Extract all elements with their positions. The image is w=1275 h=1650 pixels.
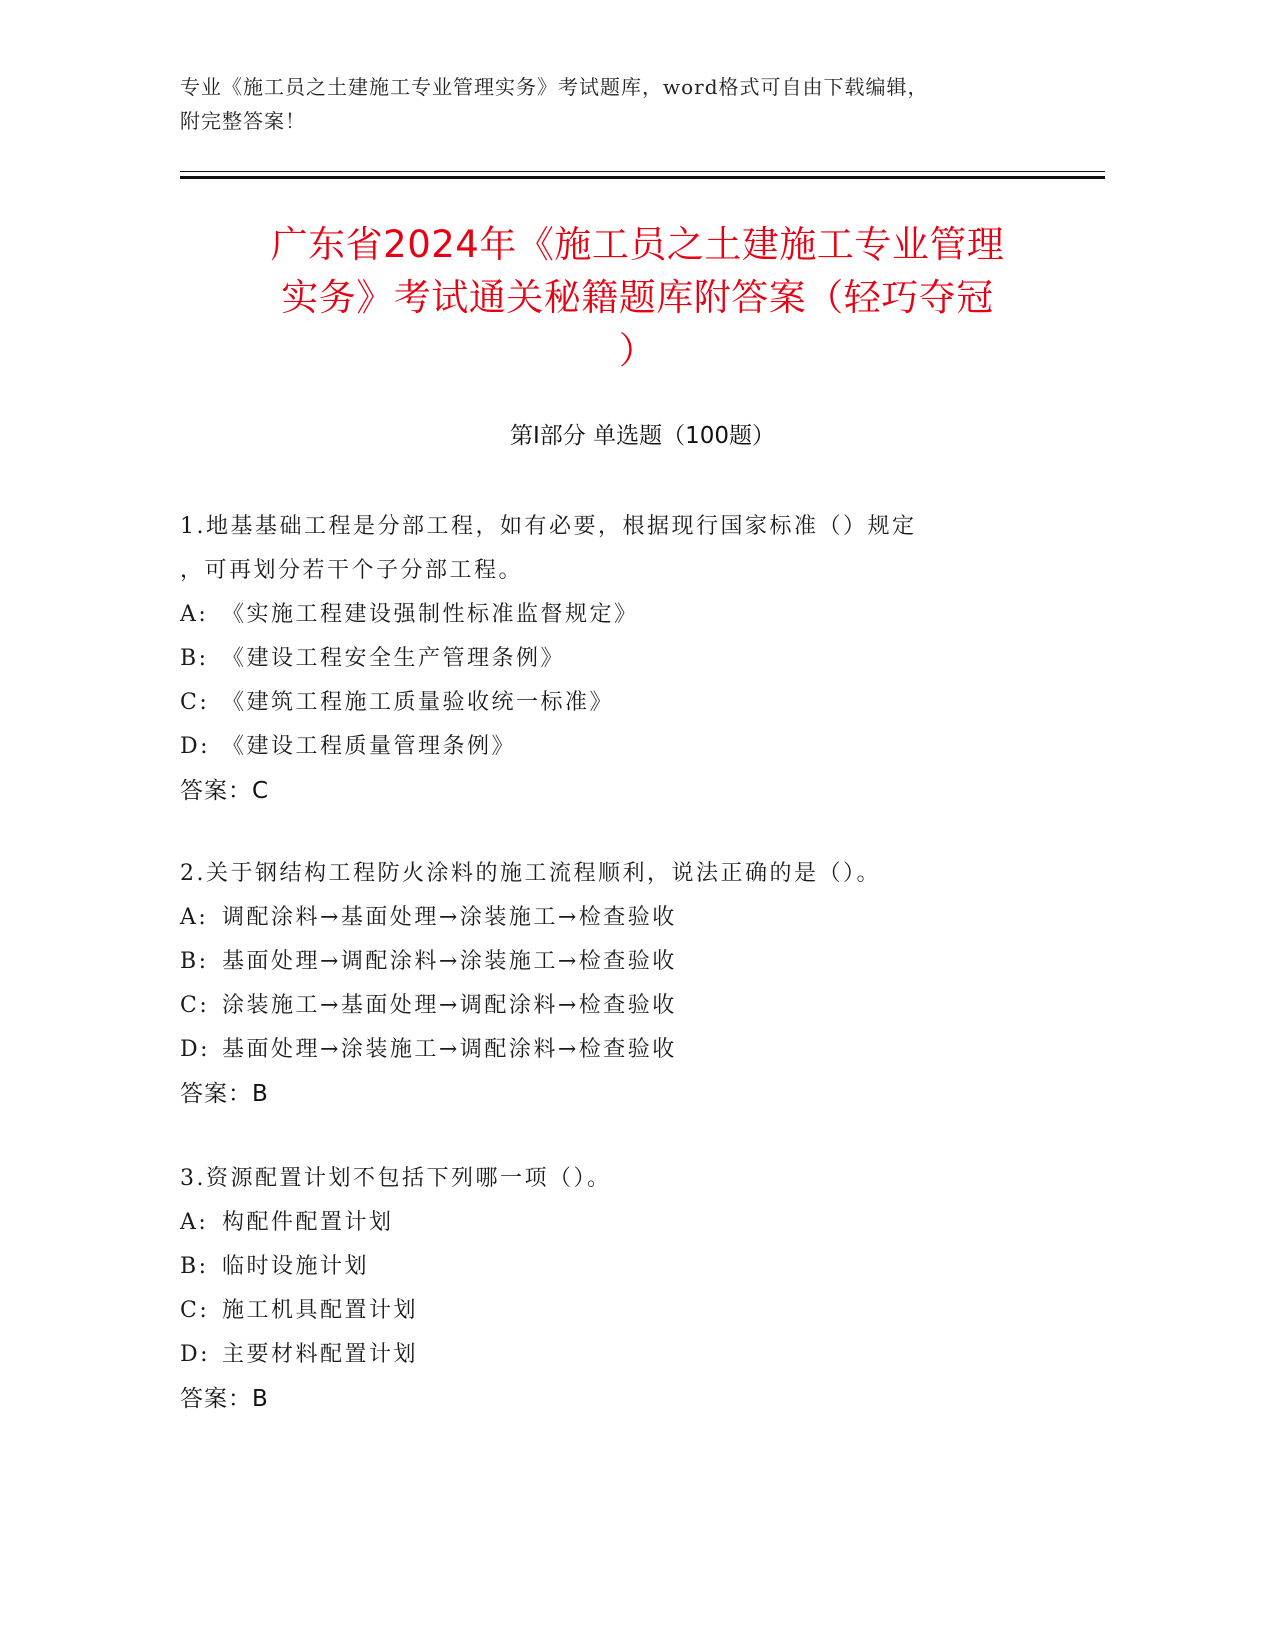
option-text: 基面处理→涂装施工→调配涂料→检查验收 xyxy=(222,1037,677,1062)
option-b xyxy=(180,940,1060,984)
title-line: 广东省2024年《施工员之土建施工专业管理 xyxy=(270,223,1005,266)
option-letter: B: xyxy=(180,1254,209,1279)
header-note xyxy=(180,70,1100,138)
option-c xyxy=(180,984,1060,1028)
option-a xyxy=(180,1201,1060,1245)
option-letter: B: xyxy=(180,646,209,671)
option-c xyxy=(180,1289,1060,1333)
option-b xyxy=(180,637,1060,681)
option-letter: C: xyxy=(180,690,210,715)
question-stem: ，可再划分若干个子分部工程。 xyxy=(180,558,524,583)
option-text: 临时设施计划 xyxy=(222,1254,370,1279)
option-letter: A: xyxy=(180,602,209,627)
option-text: 主要材料配置计划 xyxy=(222,1342,419,1367)
option-letter: D: xyxy=(180,734,211,759)
option-text: 《建设工程质量管理条例》 xyxy=(222,734,517,759)
question-stem: 3.资源配置计划不包括下列哪一项（）。 xyxy=(180,1166,612,1191)
option-text: 施工机具配置计划 xyxy=(222,1298,419,1323)
option-letter: D: xyxy=(180,1037,211,1062)
header-note-line: 专业《施工员之土建施工专业管理实务》考试题库，word格式可自由下载编辑， xyxy=(180,75,929,99)
title-line: ） xyxy=(618,329,657,372)
option-letter: B: xyxy=(180,949,209,974)
header-divider-thick xyxy=(180,176,1105,179)
option-letter: C: xyxy=(180,1298,210,1323)
answer: 答案：C xyxy=(180,778,270,804)
header-divider-thin xyxy=(180,171,1105,172)
question-2 xyxy=(180,852,1060,1116)
question-3 xyxy=(180,1157,1060,1421)
option-a xyxy=(180,896,1060,940)
option-text: 《建设工程安全生产管理条例》 xyxy=(222,646,566,671)
option-d xyxy=(180,1028,1060,1072)
option-letter: C: xyxy=(180,993,210,1018)
option-text: 调配涂料→基面处理→涂装施工→检查验收 xyxy=(222,905,677,930)
option-letter: A: xyxy=(180,1210,209,1235)
question-1 xyxy=(180,505,1060,813)
option-text: 《实施工程建设强制性标准监督规定》 xyxy=(222,602,639,627)
option-text: 构配件配置计划 xyxy=(222,1210,394,1235)
option-text: 涂装施工→基面处理→调配涂料→检查验收 xyxy=(222,993,677,1018)
option-d xyxy=(180,725,1060,769)
option-b xyxy=(180,1245,1060,1289)
option-a xyxy=(180,593,1060,637)
section-heading: 第I部分 单选题（100题） xyxy=(510,423,775,449)
option-letter: D: xyxy=(180,1342,211,1367)
answer: 答案：B xyxy=(180,1081,269,1107)
question-stem: 2.关于钢结构工程防火涂料的施工流程顺利，说法正确的是（）。 xyxy=(180,861,881,886)
option-text: 《建筑工程施工质量验收统一标准》 xyxy=(222,690,615,715)
document-title xyxy=(170,218,1105,377)
option-text: 基面处理→调配涂料→涂装施工→检查验收 xyxy=(222,949,677,974)
question-stem: 1.地基基础工程是分部工程，如有必要，根据现行国家标准（）规定 xyxy=(180,514,917,539)
option-letter: A: xyxy=(180,905,209,930)
option-d xyxy=(180,1333,1060,1377)
header-note-line: 附完整答案！ xyxy=(180,109,306,133)
answer: 答案：B xyxy=(180,1386,269,1412)
title-line: 实务》考试通关秘籍题库附答案（轻巧夺冠 xyxy=(281,276,994,319)
option-c xyxy=(180,681,1060,725)
